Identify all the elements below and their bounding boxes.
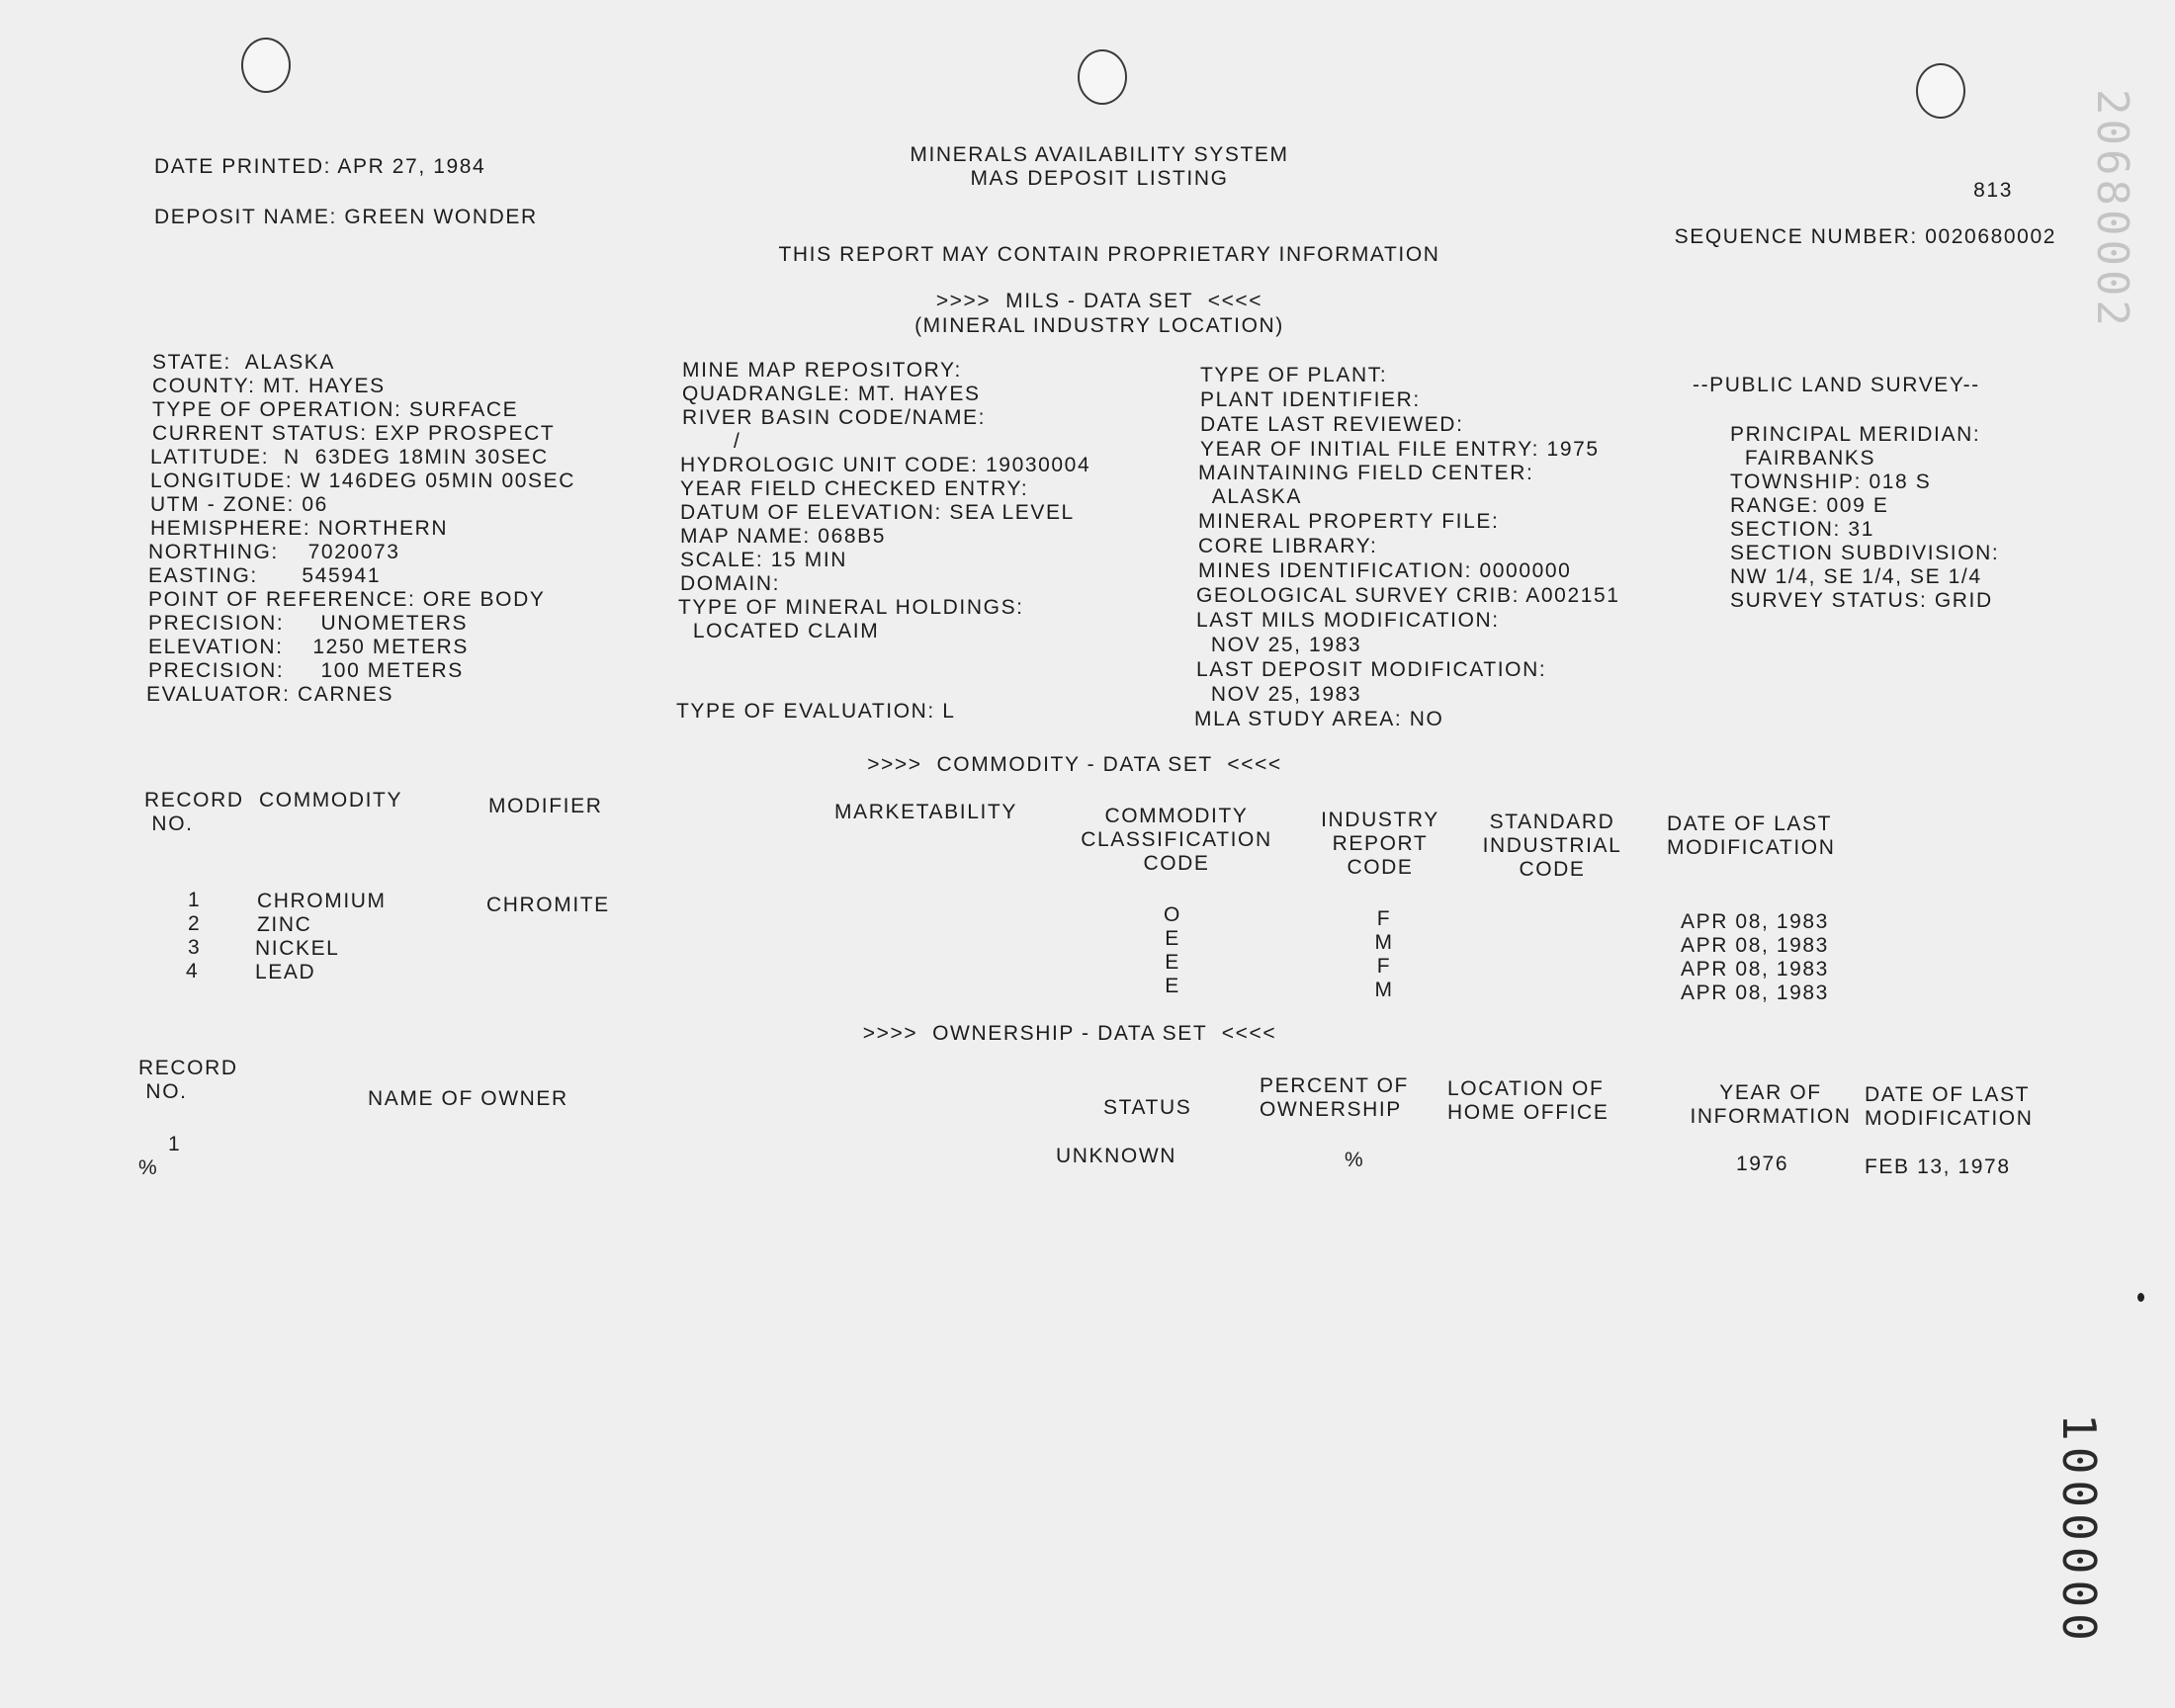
- pls-field: FAIRBANKS: [1730, 447, 1876, 470]
- owner-header-date-mod: DATE OF LAST MODIFICATION: [1865, 1083, 2034, 1130]
- mils-field: MINE MAP REPOSITORY:: [682, 359, 962, 382]
- top-right-stamp: 20680002: [2087, 89, 2137, 330]
- mils-field: MLA STUDY AREA: NO: [1194, 708, 1444, 730]
- owner-year: 1976: [1736, 1153, 1789, 1175]
- pls-field: SURVEY STATUS: GRID: [1730, 589, 1993, 612]
- mils-field: LONGITUDE: W 146DEG 05MIN 00SEC: [150, 470, 576, 492]
- mils-field: MINERAL PROPERTY FILE:: [1198, 510, 1500, 533]
- mils-field: DATE LAST REVIEWED:: [1200, 413, 1464, 436]
- classification-code: E: [1165, 951, 1180, 974]
- col-header-sic: STANDARD INDUSTRIAL CODE: [1482, 811, 1622, 881]
- mils-field: /: [682, 430, 741, 453]
- commodity-name: NICKEL: [255, 937, 340, 960]
- mils-field: POINT OF REFERENCE: ORE BODY: [148, 588, 546, 611]
- mils-field: HYDROLOGIC UNIT CODE: 19030004: [680, 454, 1091, 476]
- mils-field: ELEVATION: 1250 METERS: [148, 636, 469, 658]
- mils-field: EVALUATOR: CARNES: [146, 683, 394, 706]
- mils-field: MINES IDENTIFICATION: 0000000: [1198, 559, 1572, 582]
- mils-field: RIVER BASIN CODE/NAME:: [682, 406, 987, 429]
- classification-code: E: [1165, 975, 1180, 997]
- mils-field: STATE: ALASKA: [152, 351, 336, 374]
- col-header-classification: COMMODITY CLASSIFICATION CODE: [1081, 805, 1272, 875]
- date-printed: DATE PRINTED: APR 27, 1984: [154, 155, 486, 178]
- mils-field: COUNTY: MT. HAYES: [152, 375, 386, 397]
- mils-field: YEAR FIELD CHECKED ENTRY:: [680, 477, 1029, 500]
- col-header-commodity: COMMODITY: [259, 789, 403, 811]
- deposit-name: DEPOSIT NAME: GREEN WONDER: [154, 206, 538, 228]
- record-no: 1: [188, 889, 202, 911]
- mils-field: EASTING: 545941: [148, 564, 382, 587]
- record-no: 4: [186, 960, 200, 982]
- classification-code: O: [1164, 903, 1181, 926]
- commodity-name: CHROMIUM: [257, 890, 387, 912]
- col-header-record-no: RECORD NO.: [144, 789, 244, 835]
- mils-field: MAINTAINING FIELD CENTER:: [1198, 462, 1534, 484]
- type-of-evaluation: TYPE OF EVALUATION: L: [676, 700, 956, 723]
- owner-header-name: NAME OF OWNER: [368, 1087, 568, 1110]
- binder-hole-center: [1078, 49, 1127, 105]
- col-header-industry-code: INDUSTRY REPORT CODE: [1321, 809, 1439, 879]
- pls-title: --PUBLIC LAND SURVEY--: [1693, 374, 1980, 396]
- pls-field: SECTION: 31: [1730, 518, 1874, 541]
- owner-header-status: STATUS: [1103, 1096, 1192, 1119]
- commodity-name: ZINC: [257, 913, 312, 936]
- bottom-right-stamp: 1000000: [2052, 1413, 2106, 1647]
- mils-field: DATUM OF ELEVATION: SEA LEVEL: [680, 501, 1075, 524]
- sequence-number: SEQUENCE NUMBER: 0020680002: [1674, 225, 2056, 248]
- owner-percent: %: [1345, 1149, 1365, 1171]
- industry-code: F: [1376, 955, 1392, 978]
- owner-header-location: LOCATION OF HOME OFFICE: [1447, 1077, 1610, 1124]
- mils-field: UTM - ZONE: 06: [150, 493, 328, 516]
- mils-field: CORE LIBRARY:: [1198, 535, 1378, 557]
- mils-field: ALASKA: [1198, 485, 1303, 508]
- mils-field: GEOLOGICAL SURVEY CRIB: A002151: [1196, 584, 1620, 607]
- commodity-name: LEAD: [255, 961, 316, 983]
- modifier: CHROMITE: [486, 894, 610, 916]
- mils-field: LAST DEPOSIT MODIFICATION:: [1196, 658, 1547, 681]
- mils-field: PRECISION: 100 METERS: [148, 659, 464, 682]
- owner-header-year: YEAR OF INFORMATION: [1690, 1081, 1852, 1128]
- owner-record-no: 1: [168, 1133, 182, 1155]
- proprietary-notice: THIS REPORT MAY CONTAIN PROPRIETARY INFORMATION: [778, 243, 1440, 266]
- page-number: 813: [1973, 179, 2013, 202]
- mils-field: TYPE OF MINERAL HOLDINGS:: [678, 596, 1024, 619]
- pls-field: RANGE: 009 E: [1730, 494, 1889, 517]
- mils-field: LOCATED CLAIM: [678, 620, 880, 642]
- classification-code: E: [1165, 927, 1180, 950]
- margin-dot: [2137, 1293, 2144, 1302]
- pls-field: PRINCIPAL MERIDIAN:: [1730, 423, 1981, 446]
- mils-field: PRECISION: UNOMETERS: [148, 612, 469, 635]
- mils-field: DOMAIN:: [680, 572, 781, 595]
- binder-hole-left: [241, 38, 291, 93]
- modification-date: APR 08, 1983: [1681, 934, 1829, 957]
- mils-field: QUADRANGLE: MT. HAYES: [682, 383, 981, 405]
- owner-percent-sign: %: [138, 1156, 159, 1179]
- mils-field: SCALE: 15 MIN: [680, 549, 848, 571]
- mils-field: TYPE OF OPERATION: SURFACE: [152, 398, 519, 421]
- listing-title: MAS DEPOSIT LISTING: [970, 167, 1229, 190]
- modification-date: APR 08, 1983: [1681, 982, 1829, 1004]
- owner-header-percent: PERCENT OF OWNERSHIP: [1260, 1074, 1409, 1121]
- industry-code: F: [1376, 907, 1392, 930]
- industry-code: M: [1374, 931, 1394, 954]
- mils-field: TYPE OF PLANT:: [1200, 364, 1388, 386]
- mils-field: NORTHING: 7020073: [148, 541, 400, 563]
- mils-field: LATITUDE: N 63DEG 18MIN 30SEC: [150, 446, 549, 469]
- mils-field: NOV 25, 1983: [1196, 634, 1362, 656]
- commodity-title: >>>> COMMODITY - DATA SET <<<<: [867, 753, 1282, 776]
- owner-status: UNKNOWN: [1056, 1145, 1177, 1167]
- mils-field: PLANT IDENTIFIER:: [1200, 388, 1421, 411]
- owner-modification-date: FEB 13, 1978: [1865, 1155, 2011, 1178]
- pls-field: SECTION SUBDIVISION:: [1730, 542, 2000, 564]
- owner-header-record-no: RECORD NO.: [138, 1057, 238, 1103]
- pls-field: TOWNSHIP: 018 S: [1730, 470, 1932, 493]
- mils-subtitle: (MINERAL INDUSTRY LOCATION): [914, 314, 1284, 337]
- mils-field: YEAR OF INITIAL FILE ENTRY: 1975: [1200, 438, 1600, 461]
- col-header-date-mod: DATE OF LAST MODIFICATION: [1667, 812, 1836, 859]
- mils-field: NOV 25, 1983: [1196, 683, 1362, 706]
- col-header-marketability: MARKETABILITY: [834, 801, 1017, 823]
- system-title: MINERALS AVAILABILITY SYSTEM: [910, 143, 1289, 166]
- ownership-title: >>>> OWNERSHIP - DATA SET <<<<: [862, 1022, 1277, 1045]
- binder-hole-right: [1916, 63, 1965, 119]
- mils-field: LAST MILS MODIFICATION:: [1196, 609, 1500, 632]
- mils-field: HEMISPHERE: NORTHERN: [150, 517, 449, 540]
- industry-code: M: [1374, 979, 1394, 1001]
- col-header-modifier: MODIFIER: [488, 795, 603, 817]
- mils-field: MAP NAME: 068B5: [680, 525, 887, 548]
- modification-date: APR 08, 1983: [1681, 958, 1829, 981]
- mils-field: CURRENT STATUS: EXP PROSPECT: [152, 422, 556, 445]
- pls-field: NW 1/4, SE 1/4, SE 1/4: [1730, 565, 1982, 588]
- record-no: 2: [188, 912, 202, 935]
- modification-date: APR 08, 1983: [1681, 910, 1829, 933]
- record-no: 3: [188, 936, 202, 959]
- mils-title: >>>> MILS - DATA SET <<<<: [935, 290, 1263, 312]
